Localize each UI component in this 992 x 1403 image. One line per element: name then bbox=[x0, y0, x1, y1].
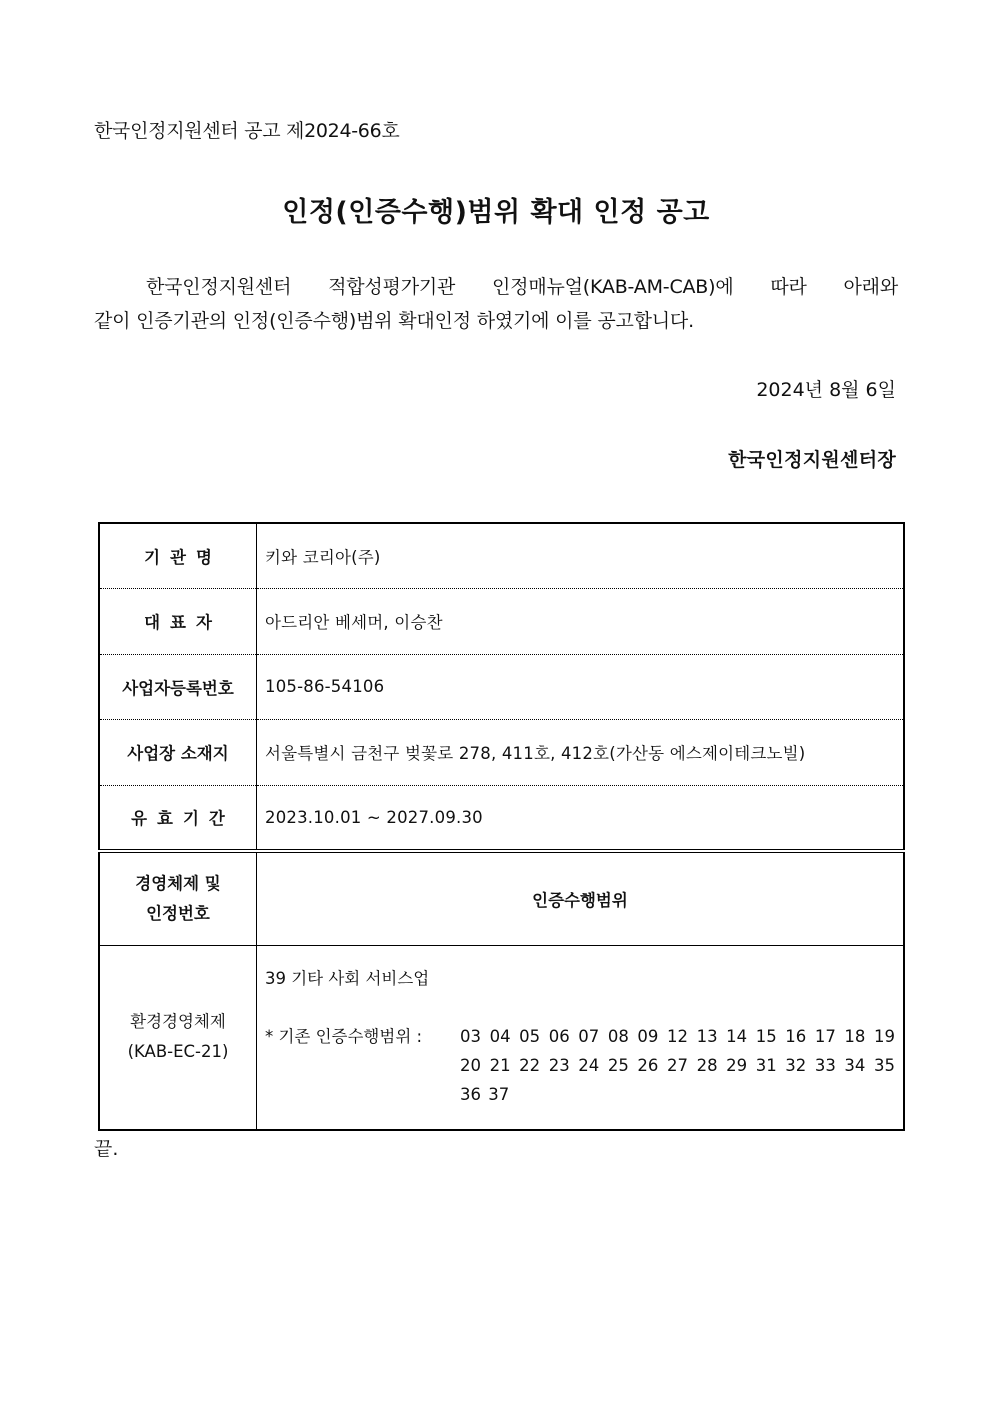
body-line-1 bbox=[94, 270, 898, 304]
body-line-1-text: 한국인정지원센터 적합성평가기관 인정매뉴얼(KAB-AM-CAB)에 따라 아래와 bbox=[146, 276, 898, 298]
document-title: 인정(인증수행)범위 확대 인정 공고 bbox=[282, 197, 710, 228]
header-label-line-1: 경영체제 및 bbox=[135, 873, 221, 893]
value-organization-name: 키와 코리아(주) bbox=[257, 523, 905, 588]
existing-scope-codes: 03 04 05 06 07 08 09 12 13 14 15 16 17 18 19 20 21 22 23 24 25 26 27 28 29 31 32 33 34 35 36 37 bbox=[460, 1026, 895, 1104]
table-row bbox=[99, 851, 904, 945]
body-line-2: 같이 인증기관의 인정(인증수행)범위 확대인정 하였기에 이를 공고합니다. bbox=[94, 310, 694, 332]
accreditation-info-table bbox=[98, 522, 905, 1131]
table-row bbox=[99, 588, 904, 654]
label-representative: 대표자 bbox=[99, 588, 257, 654]
header-label-line-2: 인정번호 bbox=[146, 903, 210, 923]
label-management-system-header bbox=[99, 851, 257, 945]
scope-header: 인증수행범위 bbox=[257, 851, 905, 945]
management-system-cell bbox=[99, 945, 257, 1130]
value-business-address: 서울특별시 금천구 벚꽃로 278, 411호, 412호(가산동 에스제이테크노빌) bbox=[257, 719, 905, 785]
table-row bbox=[99, 654, 904, 719]
scope-cell bbox=[257, 945, 905, 1130]
new-scope: 39 기타 사회 서비스업 bbox=[265, 968, 430, 988]
issuer-name: 한국인정지원센터장 bbox=[728, 449, 896, 471]
existing-scope-label: * 기존 인증수행범위 : bbox=[265, 1026, 423, 1046]
existing-scope-row bbox=[265, 1022, 895, 1109]
accreditation-number: (KAB-EC-21) bbox=[127, 1042, 229, 1061]
end-mark: 끝. bbox=[94, 1138, 119, 1160]
table-row bbox=[99, 785, 904, 851]
value-validity-period: 2023.10.01 ~ 2027.09.30 bbox=[257, 785, 905, 851]
value-business-registration-number: 105-86-54106 bbox=[257, 654, 905, 719]
label-validity-period: 유효기간 bbox=[99, 785, 257, 851]
table-row bbox=[99, 719, 904, 785]
label-business-registration-number: 사업자등록번호 bbox=[99, 654, 257, 719]
label-business-address: 사업장 소재지 bbox=[99, 719, 257, 785]
table-row bbox=[99, 945, 904, 1130]
notice-number: 한국인정지원센터 공고 제2024-66호 bbox=[94, 120, 400, 142]
body-paragraph bbox=[94, 270, 898, 338]
scope-block bbox=[257, 946, 903, 1129]
notice-date: 2024년 8월 6일 bbox=[756, 379, 896, 401]
value-representative: 아드리안 베세머, 이승찬 bbox=[257, 588, 905, 654]
management-system-name: 환경경영체제 bbox=[130, 1012, 226, 1031]
table-row bbox=[99, 523, 904, 588]
label-organization-name: 기관명 bbox=[99, 523, 257, 588]
